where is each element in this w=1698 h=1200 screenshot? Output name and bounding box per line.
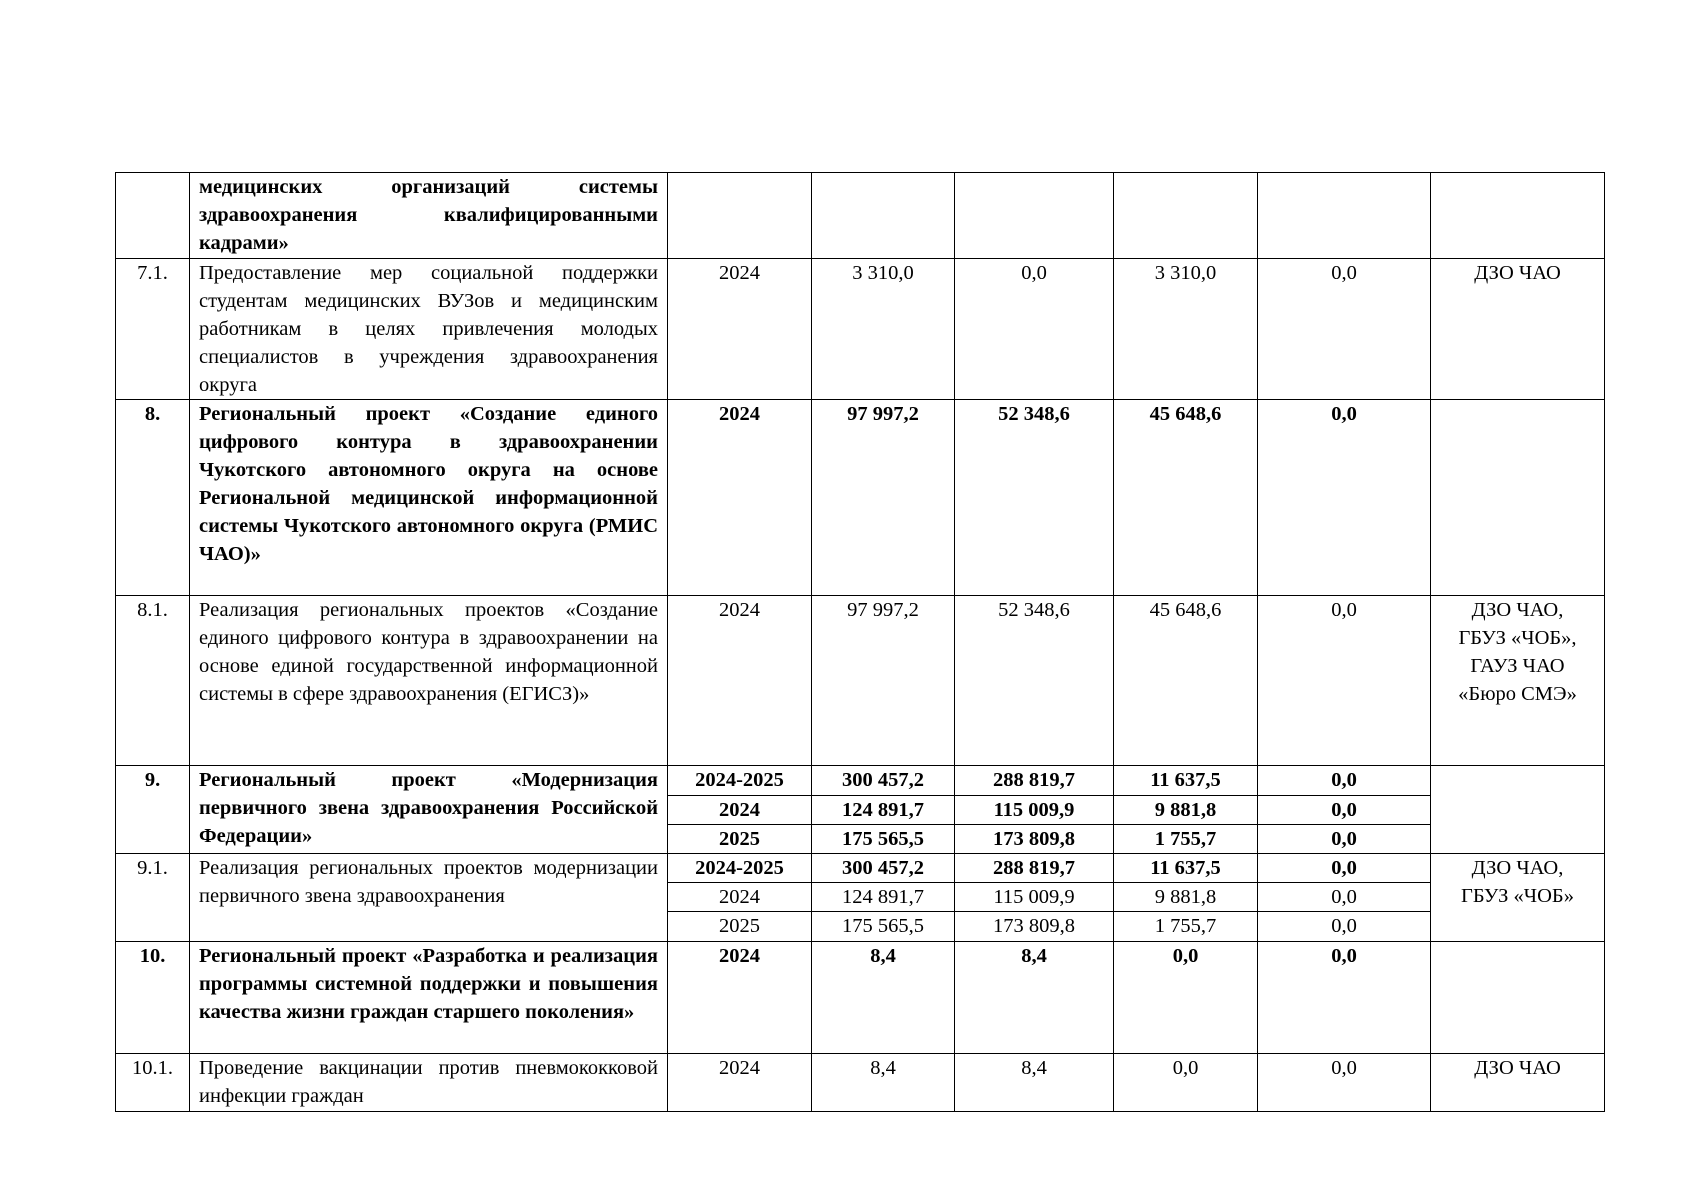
total-cell: 300 457,2: [812, 766, 955, 796]
total-cell: 175 565,5: [812, 912, 955, 942]
total-cell: 8,4: [812, 942, 955, 1054]
other-cell: 0,0: [1258, 942, 1431, 1054]
total-cell: 300 457,2: [812, 854, 955, 883]
table-row: [116, 173, 1605, 259]
regional-cell: 1 755,7: [1114, 825, 1258, 854]
table-row: [116, 1054, 1605, 1112]
row-number: 10.1.: [116, 1054, 190, 1112]
other-cell: 0,0: [1258, 1054, 1431, 1112]
table-row: [116, 942, 1605, 1054]
row-number: [116, 173, 190, 259]
table-row: [116, 596, 1605, 766]
federal-cell: 0,0: [955, 259, 1114, 400]
year-cell: 2024: [668, 1054, 812, 1112]
executor-cell: ДЗО ЧАО, ГБУЗ «ЧОБ», ГАУЗ ЧАО «Бюро СМЭ»: [1431, 596, 1605, 766]
total-cell: 124 891,7: [812, 796, 955, 825]
row-number: 9.: [116, 766, 190, 854]
year-cell: 2024: [668, 883, 812, 912]
year-cell: 2024: [668, 259, 812, 400]
regional-cell: 1 755,7: [1114, 912, 1258, 942]
regional-cell: 45 648,6: [1114, 400, 1258, 596]
other-cell: 0,0: [1258, 825, 1431, 854]
total-cell: 97 997,2: [812, 596, 955, 766]
table-row: [116, 854, 1605, 883]
row-description: Реализация региональных проектов модернизации первичного звена здравоохранения: [190, 854, 668, 942]
row-number: 10.: [116, 942, 190, 1054]
total-cell: 175 565,5: [812, 825, 955, 854]
row-description: Проведение вакцинации против пневмококковой инфекции граждан: [199, 1057, 658, 1107]
federal-cell: 288 819,7: [955, 766, 1114, 796]
other-cell: 0,0: [1258, 259, 1431, 400]
executor-cell: [1431, 766, 1605, 854]
row-description-cell: [190, 1054, 668, 1112]
regional-cell: 3 310,0: [1114, 259, 1258, 400]
year-cell: 2024-2025: [668, 854, 812, 883]
year-cell: 2025: [668, 825, 812, 854]
empty-cell: [1258, 173, 1431, 259]
empty-cell: [668, 173, 812, 259]
row-description: Региональный проект «Разработка и реализация программы системной поддержки и повышения качества жизни граждан старшего поколения»: [190, 942, 668, 1054]
regional-cell: 0,0: [1114, 942, 1258, 1054]
row-number: 9.1.: [116, 854, 190, 942]
other-cell: 0,0: [1258, 766, 1431, 796]
executor-cell: ДЗО ЧАО, ГБУЗ «ЧОБ»: [1431, 854, 1605, 942]
federal-cell: 173 809,8: [955, 825, 1114, 854]
empty-cell: [955, 173, 1114, 259]
table-row: [116, 400, 1605, 596]
regional-cell: 11 637,5: [1114, 766, 1258, 796]
total-cell: 97 997,2: [812, 400, 955, 596]
regional-cell: 9 881,8: [1114, 796, 1258, 825]
other-cell: 0,0: [1258, 883, 1431, 912]
other-cell: 0,0: [1258, 596, 1431, 766]
executor-cell: [1431, 942, 1605, 1054]
year-cell: 2024: [668, 400, 812, 596]
row-description: Предоставление мер социальной поддержки студентам медицинских ВУЗов и медицинским работникам в целях привлечения молодых специалистов в учреждения здравоохранения округа: [190, 259, 668, 400]
federal-cell: 8,4: [955, 1054, 1114, 1112]
executor-cell: ДЗО ЧАО: [1431, 1054, 1605, 1112]
row-number: 8.: [116, 400, 190, 596]
year-cell: 2024-2025: [668, 766, 812, 796]
other-cell: 0,0: [1258, 854, 1431, 883]
row-number: 8.1.: [116, 596, 190, 766]
federal-cell: 115 009,9: [955, 883, 1114, 912]
row-description: медицинских организаций системы здравоохранения квалифицированными кадрами»: [190, 173, 668, 259]
executor-cell: [1431, 400, 1605, 596]
year-cell: 2024: [668, 796, 812, 825]
year-cell: 2025: [668, 912, 812, 942]
table-row: [116, 259, 1605, 400]
empty-cell: [812, 173, 955, 259]
federal-cell: 173 809,8: [955, 912, 1114, 942]
federal-cell: 288 819,7: [955, 854, 1114, 883]
other-cell: 0,0: [1258, 912, 1431, 942]
total-cell: 8,4: [812, 1054, 955, 1112]
row-description: Региональный проект «Создание единого цифрового контура в здравоохранении Чукотского автономного округа на основе Региональной медицинской информационной системы Чукотского автономного округа (РМИС ЧАО)»: [190, 400, 668, 596]
year-cell: 2024: [668, 942, 812, 1054]
row-description: Реализация региональных проектов «Создание единого цифрового контура в здравоохранении на основе единой государственной информационной системы в сфере здравоохранения (ЕГИСЗ)»: [190, 596, 668, 766]
federal-cell: 8,4: [955, 942, 1114, 1054]
row-description: Региональный проект «Модернизация первичного звена здравоохранения Российской Федерации»: [190, 766, 668, 854]
federal-cell: 115 009,9: [955, 796, 1114, 825]
regional-cell: 11 637,5: [1114, 854, 1258, 883]
regional-cell: 0,0: [1114, 1054, 1258, 1112]
empty-cell: [1114, 173, 1258, 259]
total-cell: 3 310,0: [812, 259, 955, 400]
empty-cell: [1431, 173, 1605, 259]
federal-cell: 52 348,6: [955, 400, 1114, 596]
year-cell: 2024: [668, 596, 812, 766]
executor-cell: ДЗО ЧАО: [1431, 259, 1605, 400]
funding-table: [115, 172, 1605, 1112]
federal-cell: 52 348,6: [955, 596, 1114, 766]
regional-cell: 9 881,8: [1114, 883, 1258, 912]
other-cell: 0,0: [1258, 796, 1431, 825]
row-number: 7.1.: [116, 259, 190, 400]
other-cell: 0,0: [1258, 400, 1431, 596]
regional-cell: 45 648,6: [1114, 596, 1258, 766]
total-cell: 124 891,7: [812, 883, 955, 912]
table-row: [116, 766, 1605, 796]
